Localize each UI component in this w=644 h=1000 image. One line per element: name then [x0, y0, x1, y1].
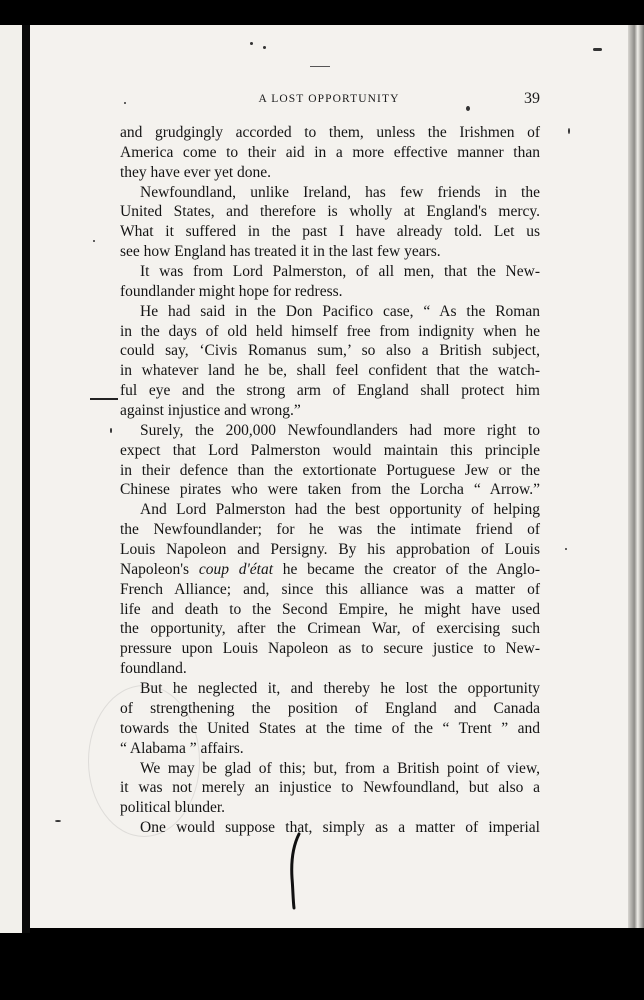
text-line: in whatever land he be, shall feel confident that the watch-	[120, 362, 540, 380]
ink-dash	[90, 398, 118, 400]
speck	[568, 128, 570, 134]
text-line: and grudgingly accorded to them, unless the Irishmen of	[120, 124, 540, 141]
text-line: But he neglected it, and thereby he lost the opportunity	[140, 680, 540, 698]
text-line: What it suffered in the past I have already told. Let us	[120, 223, 540, 241]
text-line: foundlander might hope for redress.	[120, 282, 343, 300]
text-line: they have ever yet done.	[120, 163, 272, 181]
text-line: in their defence than the extortionate Portuguese Jew or the	[120, 461, 540, 479]
text-line: French Alliance; and, since this alliance was a matter of	[120, 580, 540, 598]
text-line: life and death to the Second Empire, he might have used	[120, 600, 540, 618]
text-line: “ Alabama ” affairs.	[120, 739, 244, 757]
ink-stroke-mark	[287, 832, 301, 910]
speck	[110, 428, 112, 433]
text-line: in the days of old held himself free from indignity when he	[120, 322, 540, 340]
text-line: of strengthening the position of England and Canada	[120, 699, 540, 717]
text-line: foundland.	[120, 660, 187, 678]
body-text	[120, 123, 540, 838]
text-line: Chinese pirates who were taken from the Lorcha “ Arrow.”	[120, 481, 540, 499]
speck	[93, 240, 95, 242]
text-line: We may be glad of this; but, from a British point of view,	[140, 759, 540, 777]
book-gutter	[22, 25, 30, 933]
text-line: And Lord Palmerston had the best opportunity of helping	[140, 501, 540, 519]
text-line	[120, 560, 540, 580]
ink-dash	[310, 66, 330, 67]
text-line: Louis Napoleon and Persigny. By his approbation of Louis	[120, 541, 540, 559]
text-line: ful eye and the strong arm of England shall protect him	[120, 382, 540, 400]
text-line: towards the United States at the time of the “ Trent ” and	[120, 719, 540, 737]
facing-page-edge	[0, 25, 22, 933]
text-segment: he became the creator of the Anglo-	[282, 560, 541, 578]
speck	[565, 548, 567, 550]
text-line: could say, ‘Civis Romanus sum,’ so also a British subject,	[120, 342, 540, 360]
text-line: Newfoundland, unlike Ireland, has few friends in the	[140, 183, 540, 201]
speck	[250, 42, 253, 45]
text-line: It was from Lord Palmerston, of all men, that the New-	[140, 263, 540, 281]
text-line: against injustice and wrong.”	[120, 402, 301, 420]
text-line: United States, and therefore is wholly at England's mercy.	[120, 203, 540, 221]
text-line: One would suppose that, simply as a matter of imperial	[140, 819, 540, 837]
page-fore-edge	[628, 25, 644, 928]
running-title: A LOST OPPORTUNITY	[258, 93, 400, 105]
text-line: it was not merely an injustice to Newfoundland, but also a	[120, 779, 540, 797]
text-line: Surely, the 200,000 Newfoundlanders had more right to	[140, 421, 540, 439]
text-line: He had said in the Don Pacifico case, “ As the Roman	[140, 302, 540, 320]
text-line: the opportunity, after the Crimean War, of exercising such	[120, 620, 540, 638]
text-line: the Newfoundlander; for he was the intimate friend of	[120, 521, 540, 539]
text-line: expect that Lord Palmerston would maintain this principle	[120, 441, 540, 459]
text-segment: Napoleon's	[120, 560, 190, 578]
speck	[55, 820, 61, 822]
text-line: political blunder.	[120, 799, 226, 817]
speck	[593, 48, 602, 51]
page-number: 39	[524, 90, 540, 107]
speck	[263, 46, 266, 49]
text-line: America come to their aid in a more effective manner than	[120, 143, 540, 161]
running-head	[118, 90, 540, 113]
text-line: pressure upon Louis Napoleon as to secure justice to New-	[120, 640, 540, 658]
italic-phrase: coup d'état	[198, 560, 274, 578]
text-line: see how England has treated it in the last few years.	[120, 243, 441, 261]
